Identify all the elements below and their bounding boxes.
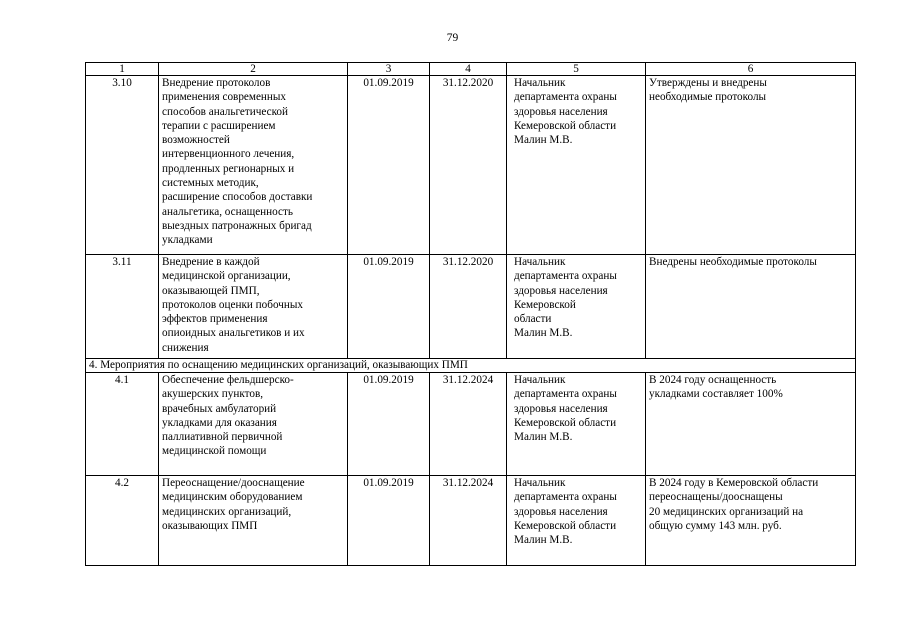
- section-row: [86, 359, 856, 373]
- responsible-cell: [507, 76, 646, 255]
- task-cell: [159, 255, 348, 359]
- result-cell: [646, 76, 856, 255]
- end-date: 31.12.2024: [430, 373, 507, 476]
- table-row: [86, 76, 856, 255]
- start-date: 01.09.2019: [348, 373, 430, 476]
- item-number: 4.2: [86, 476, 159, 566]
- column-header: 4: [430, 63, 507, 76]
- result-cell: [646, 373, 856, 476]
- start-date: 01.09.2019: [348, 76, 430, 255]
- plan-table: [85, 62, 856, 566]
- column-number-row: [86, 63, 856, 76]
- task-text: Переоснащение/дооснащение медицинским оборудованием медицинских организаций, оказывающих ПМП: [162, 477, 305, 532]
- item-number: 4.1: [86, 373, 159, 476]
- end-date: 31.12.2024: [430, 476, 507, 566]
- page-number: 79: [446, 32, 459, 44]
- task-text: Обеспечение фельдшерско- акушерских пунктов, врачебных амбулаторий укладками для оказания паллиативной первичной медицинской помощи: [162, 374, 294, 458]
- column-header: 6: [646, 63, 856, 76]
- task-text: Внедрение протоколов применения современных способов анальгетической терапии с расширением возможностей интервенционного лечения, продленных регионарных и системных методик, расширение способов доставки анальгетика, оснащенность выездных патронажных бригад укладками: [162, 77, 313, 247]
- result-text: В 2024 году оснащенность укладками составляет 100%: [649, 374, 783, 401]
- result-cell: [646, 476, 856, 566]
- task-cell: [159, 373, 348, 476]
- result-text: Утверждены и внедрены необходимые протоколы: [649, 77, 767, 104]
- column-header: 5: [507, 63, 646, 76]
- result-text: В 2024 году в Кемеровской области переоснащены/дооснащены 20 медицинских организаций на общую сумму 143 млн. руб.: [649, 477, 819, 532]
- column-header: 3: [348, 63, 430, 76]
- table-row: [86, 476, 856, 566]
- responsible-text: Начальник департамента охраны здоровья населения Кемеровской области Малин М.В.: [514, 256, 617, 340]
- result-cell: [646, 255, 856, 359]
- responsible-cell: [507, 476, 646, 566]
- start-date: 01.09.2019: [348, 255, 430, 359]
- task-text: Внедрение в каждой медицинской организации, оказывающей ПМП, протоколов оценки побочных эффектов применения опиоидных анальгетиков и их снижения: [162, 256, 305, 354]
- end-date: 31.12.2020: [430, 76, 507, 255]
- column-header: 1: [86, 63, 159, 76]
- table-row: [86, 255, 856, 359]
- table-row: [86, 373, 856, 476]
- responsible-text: Начальник департамента охраны здоровья населения Кемеровской области Малин М.В.: [514, 477, 617, 547]
- task-cell: [159, 476, 348, 566]
- responsible-text: Начальник департамента охраны здоровья населения Кемеровской области Малин М.В.: [514, 77, 617, 147]
- start-date: 01.09.2019: [348, 476, 430, 566]
- end-date: 31.12.2020: [430, 255, 507, 359]
- section-heading: 4. Мероприятия по оснащению медицинских организаций, оказывающих ПМП: [86, 359, 856, 373]
- result-text: Внедрены необходимые протоколы: [649, 256, 817, 268]
- column-header: 2: [159, 63, 348, 76]
- responsible-cell: [507, 255, 646, 359]
- responsible-cell: [507, 373, 646, 476]
- task-cell: [159, 76, 348, 255]
- item-number: 3.11: [86, 255, 159, 359]
- item-number: 3.10: [86, 76, 159, 255]
- responsible-text: Начальник департамента охраны здоровья населения Кемеровской области Малин М.В.: [514, 374, 617, 444]
